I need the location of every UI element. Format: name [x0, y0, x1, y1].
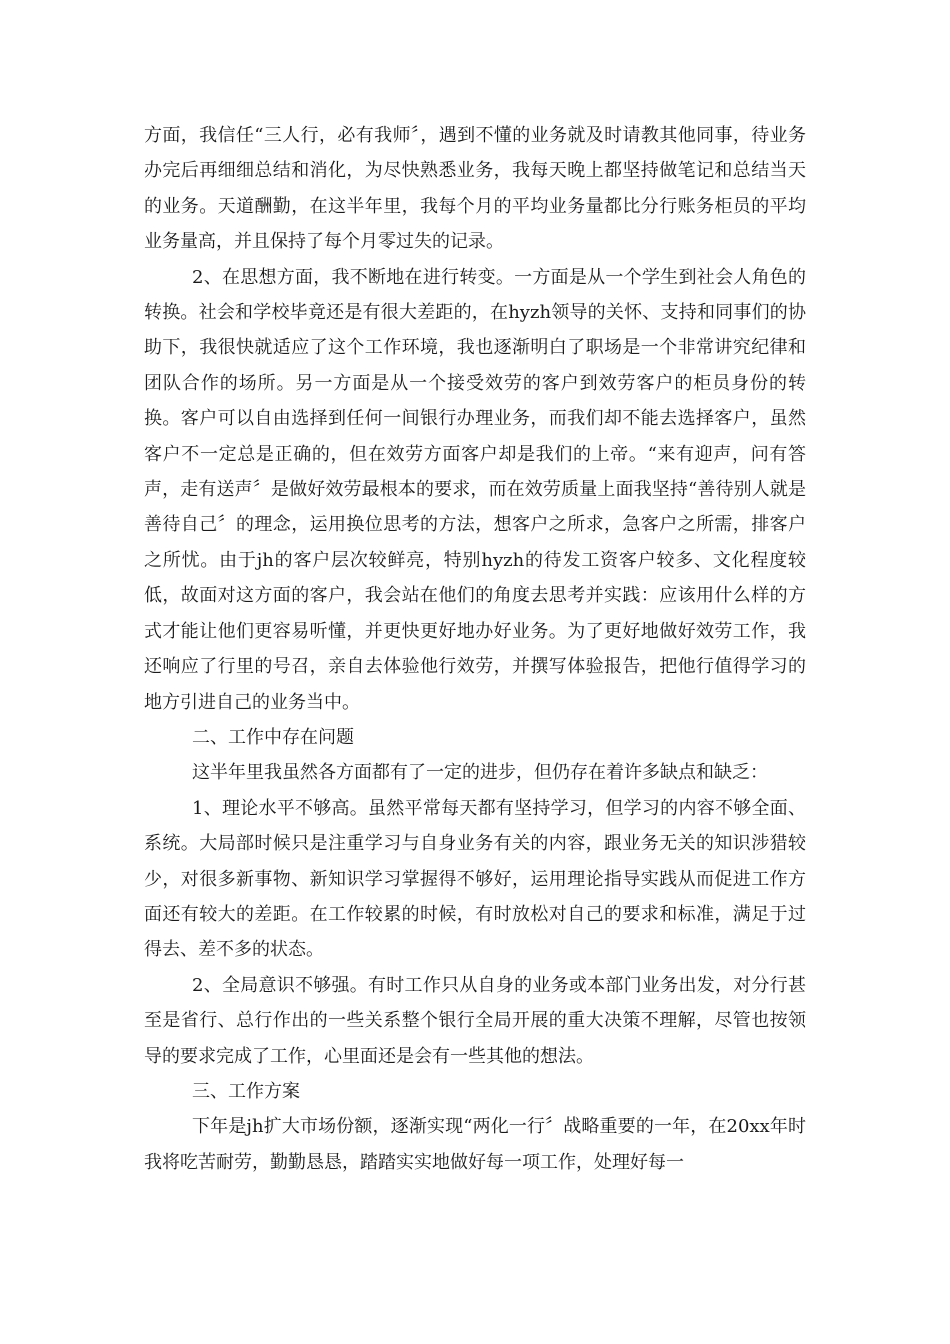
paragraph-theory-level: 1、理论水平不够高。虽然平常每天都有坚持学习，但学习的内容不够全面、系统。大局部时候只是注重学习与自身业务有关的内容，跟业务无关的知识涉猎较少，对很多新事物、新知识学习掌握得不够好，运用理论指导实践从而促进工作方面还有较大的差距。在工作较累的时候，有时放松对自己的要求和标准，满足于过得去、差不多的状态。	[144, 797, 806, 961]
paragraph-continuation: 方面，我信任“三人行，必有我师〞，遇到不懂的业务就及时请教其他同事，待业务办完后再细细总结和消化，为尽快熟悉业务，我每天晚上都坚持做笔记和总结当天的业务。天道酬勤，在这半年里，我每个月的平均业务量都比分行账务柜员的平均业务量高，并且保持了每个月零过失的记录。	[144, 125, 806, 253]
section-heading-problems: 二、工作中存在问题	[192, 726, 354, 748]
section-heading-work-plan: 三、工作方案	[192, 1080, 300, 1102]
paragraph-global-awareness: 2、全局意识不够强。有时工作只从自身的业务或本部门业务出发，对分行甚至是省行、总行作出的一些关系整个银行全局开展的重大决策不理解，尽管也按领导的要求完成了工作，心里面还是会有一些其他的想法。	[144, 974, 806, 1067]
paragraph-thought-change: 2、在思想方面，我不断地在进行转变。一方面是从一个学生到社会人角色的转换。社会和学校毕竟还是有很大差距的，在hyzh领导的关怀、支持和同事们的协助下，我很快就适应了这个工作环境，我也逐渐明白了职场是一个非常讲究纪律和团队合作的场所。另一方面是从一个接受效劳的客户到效劳客户的柜员身份的转换。客户可以自由选择到任何一间银行办理业务，而我们却不能去选择客户，虽然客户不一定总是正确的，但在效劳方面客户却是我们的上帝。“来有迎声，问有答声，走有送声〞是做好效劳最根本的要求，而在效劳质量上面我坚持“善待别人就是善待自己〞的理念，运用换位思考的方法，想客户之所求，急客户之所需，排客户之所忧。由于jh的客户层次较鲜亮，特别hyzh的待发工资客户较多、文化程度较低，故面对这方面的客户，我会站在他们的角度去思考并实践：应该用什么样的方式才能让他们更容易听懂，并更快更好地办好业务。为了更好地做好效劳工作，我还响应了行里的号召，亲自去体验他行效劳，并撰写体验报告，把他行值得学习的地方引进自己的业务当中。	[144, 266, 806, 713]
paragraph-problems-intro: 这半年里我虽然各方面都有了一定的进步，但仍存在着许多缺点和缺乏：	[192, 762, 768, 784]
paragraph-work-plan: 下年是jh扩大市场份额，逐渐实现“两化一行〞战略重要的一年，在20xx年时我将吃苦耐劳，勤勤恳恳，踏踏实实地做好每一项工作，处理好每一	[144, 1116, 806, 1173]
document-body	[144, 118, 806, 1180]
